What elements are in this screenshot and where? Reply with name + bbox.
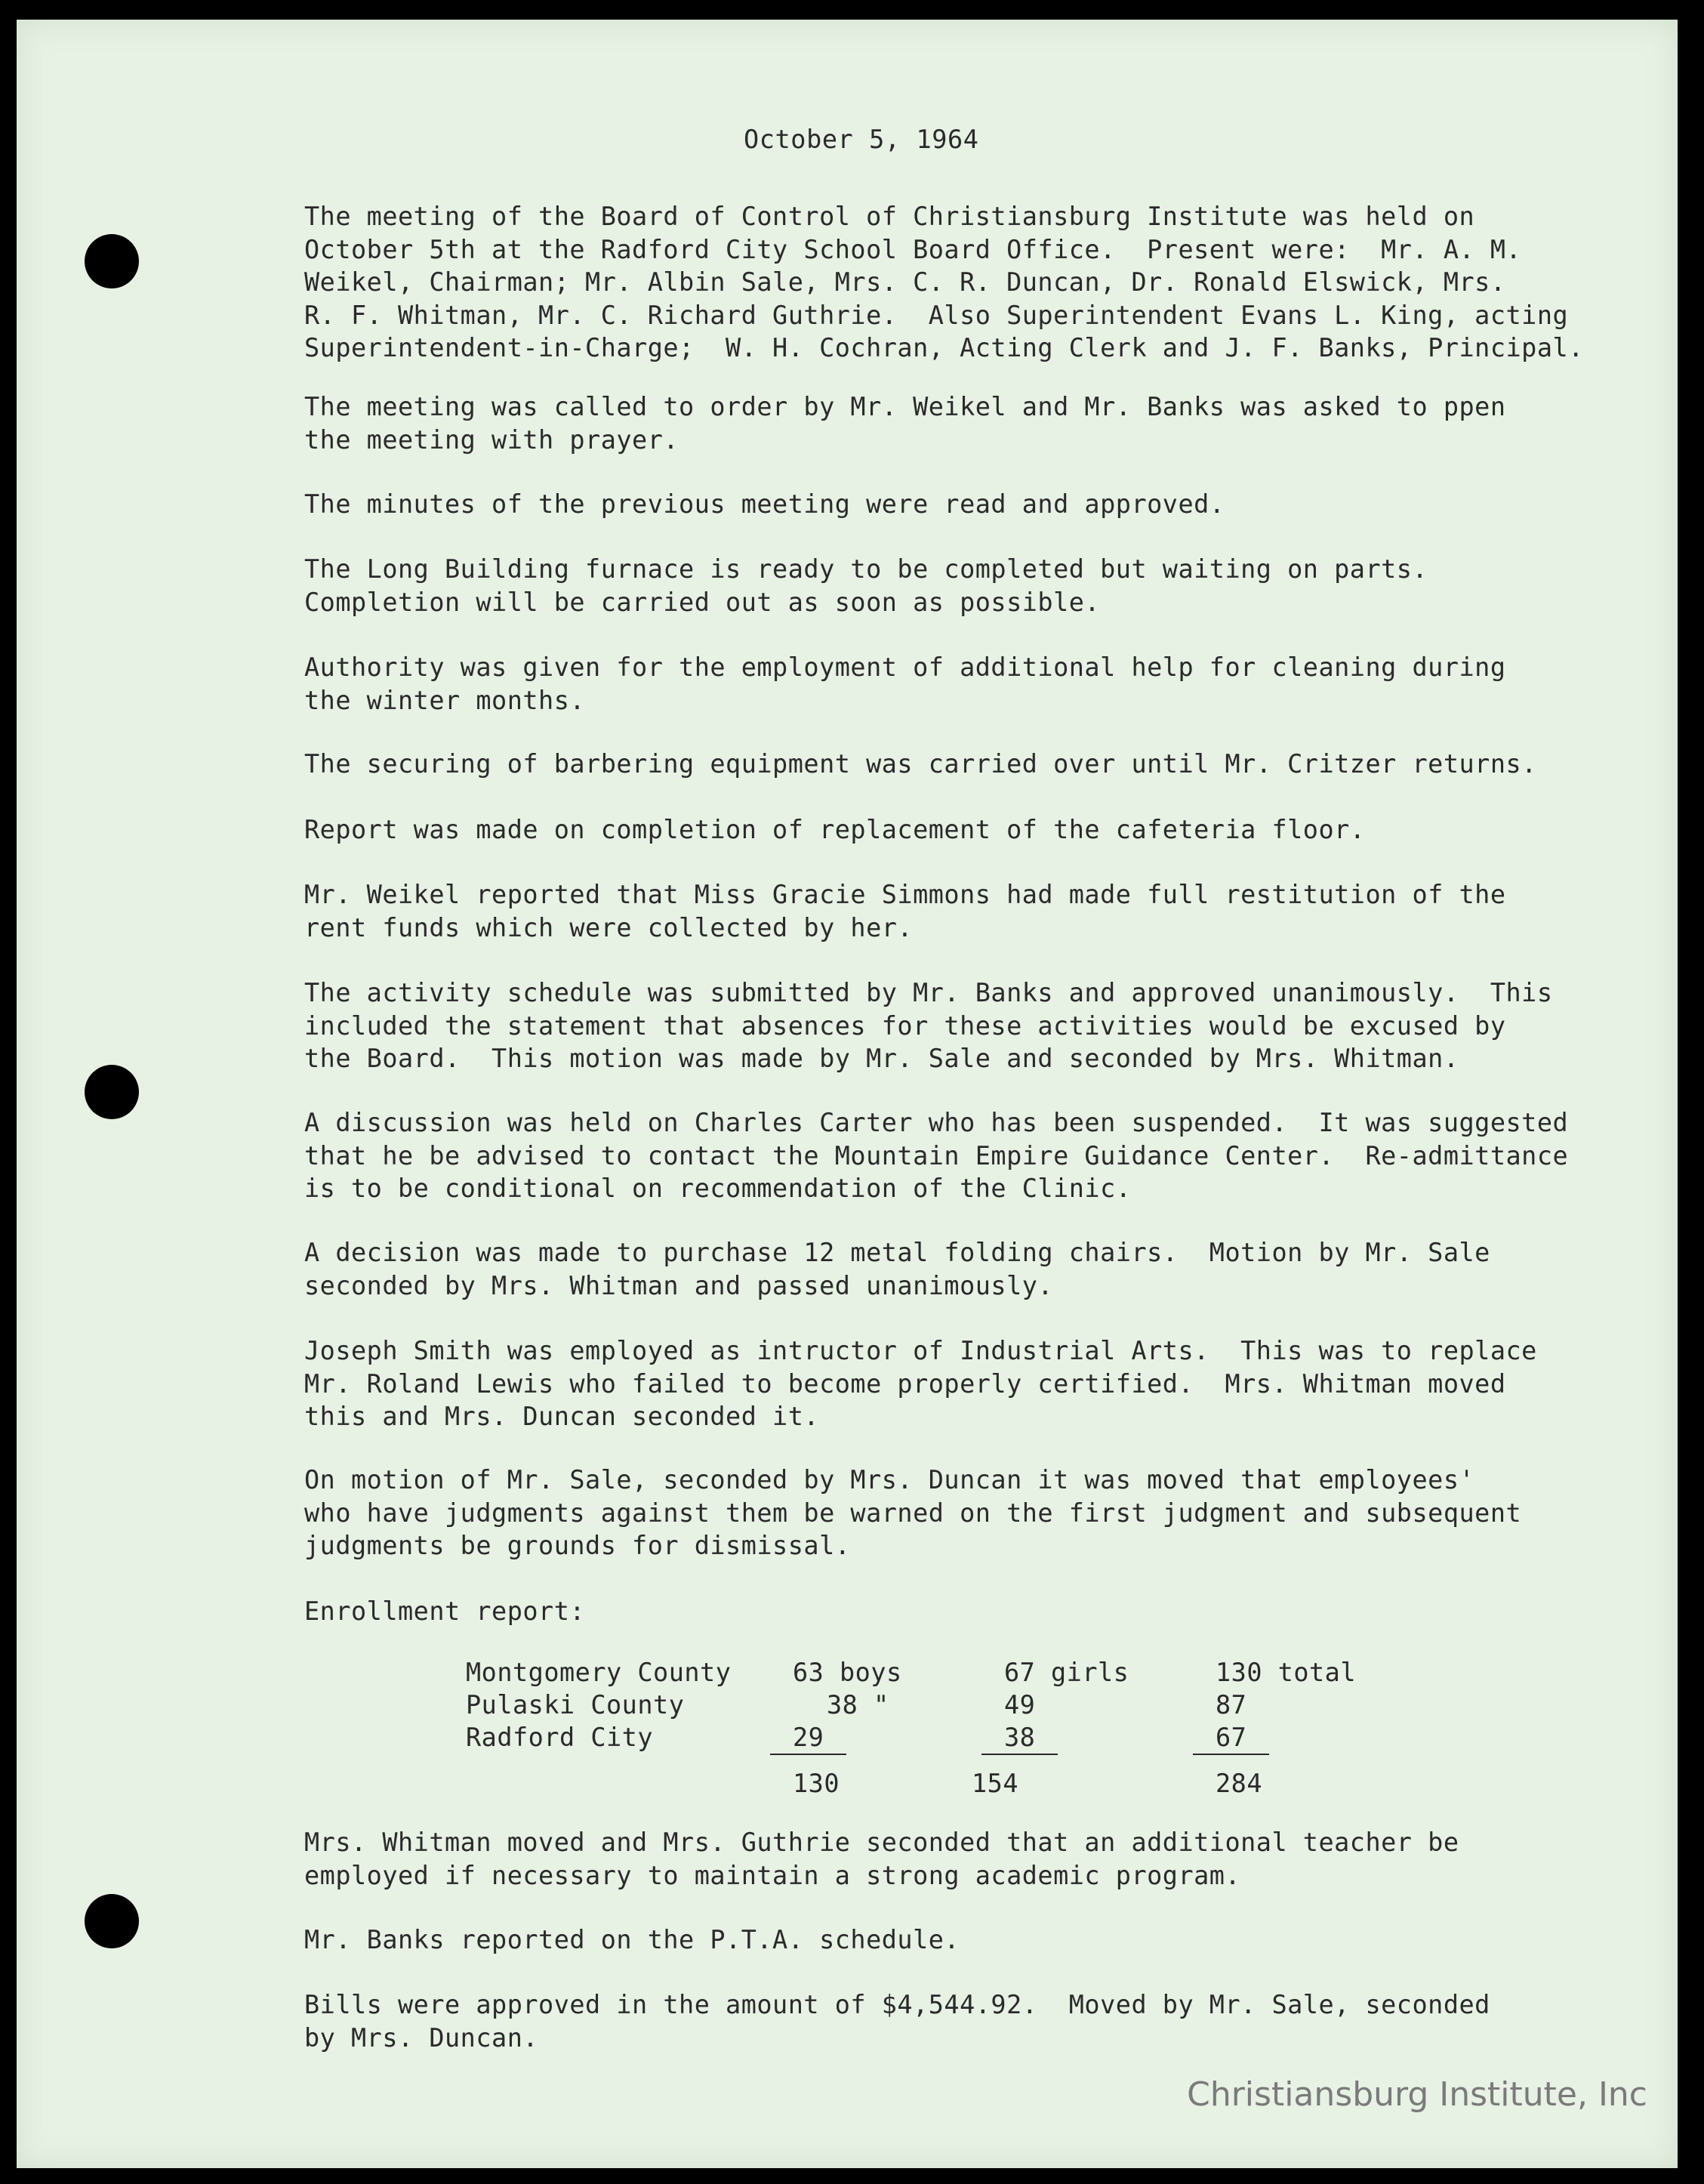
boys-total: 130 — [793, 1769, 840, 1798]
paragraph-line: included the statement that absences for these activities would be excused by — [304, 1010, 1506, 1041]
paragraph-line: Report was made on completion of replacement of the cafeteria floor. — [304, 815, 1366, 844]
paragraph-line: The Long Building furnace is ready to be completed but waiting on parts. — [304, 554, 1428, 584]
paragraph-line: Superintendent-in-Charge; W. H. Cochran, Acting Clerk and J. F. Banks, Principal. — [304, 333, 1584, 362]
total-count: 67 — [1193, 1723, 1269, 1755]
paragraph-line: October 5th at the Radford City School Board Office. Present were: Mr. A. M. — [304, 234, 1522, 264]
minutes-paragraph — [304, 1106, 1663, 1205]
girls-count: 49 — [1004, 1690, 1036, 1720]
closing-paragraph — [304, 1923, 1663, 1957]
total-count: 87 — [1216, 1690, 1247, 1720]
minutes-paragraph — [304, 1236, 1663, 1302]
paragraph-line: Mr. Banks reported on the P.T.A. schedule. — [304, 1925, 960, 1954]
closing-paragraph — [304, 1826, 1663, 1892]
minutes-paragraph — [304, 976, 1663, 1075]
paragraph-line: A discussion was held on Charles Carter who has been suspended. It was suggested — [304, 1108, 1569, 1137]
paragraph-line: employed if necessary to maintain a strong academic program. — [304, 1860, 1241, 1890]
minutes-paragraph — [304, 748, 1663, 781]
paragraph-line: The meeting was called to order by Mr. Weikel and Mr. Banks was asked to ppen — [304, 392, 1506, 421]
minutes-paragraph — [304, 553, 1663, 618]
punch-hole-middle — [85, 1065, 139, 1119]
minutes-paragraph — [304, 488, 1663, 521]
paragraph-line: Bills were approved in the amount of $4,544.92. Moved by Mr. Sale, seconded — [304, 1990, 1490, 2019]
paragraph-line: the winter months. — [304, 685, 586, 715]
paragraph-line: Weikel, Chairman; Mr. Albin Sale, Mrs. C. R. Duncan, Dr. Ronald Elswick, Mrs. — [304, 267, 1506, 297]
boys-count: 38 " — [827, 1690, 889, 1720]
minutes-paragraph — [304, 651, 1663, 717]
girls-total: 154 — [972, 1769, 1019, 1798]
paragraph-line: Mrs. Whitman moved and Mrs. Guthrie seconded that an additional teacher be — [304, 1828, 1459, 1857]
meeting-date: October 5, 1964 — [744, 125, 979, 154]
paragraph-line: The meeting of the Board of Control of Christiansburg Institute was held on — [304, 202, 1475, 231]
paragraph-line: is to be conditional on recommendation of the Clinic. — [304, 1174, 1132, 1203]
paragraph-line: The activity schedule was submitted by Mr. Banks and approved unanimously. This — [304, 978, 1553, 1007]
punch-hole-top — [85, 234, 139, 288]
paragraph-line: Completion will be carried out as soon as possible. — [304, 587, 1101, 617]
minutes-paragraph — [304, 813, 1663, 847]
paragraph-line: the meeting with prayer. — [304, 424, 679, 455]
county-name: Montgomery County — [466, 1658, 732, 1687]
closing-paragraph — [304, 1988, 1663, 2054]
paragraph-line: R. F. Whitman, Mr. C. Richard Guthrie. Also Superintendent Evans L. King, acting — [304, 300, 1569, 330]
paragraph-line: Enrollment report: — [304, 1596, 586, 1626]
grand-total: 284 — [1216, 1769, 1263, 1798]
total-count: 130 total — [1216, 1658, 1357, 1687]
paragraph-line: by Mrs. Duncan. — [304, 2022, 539, 2053]
county-name: Radford City — [466, 1723, 654, 1752]
paragraph-line: Authority was given for the employment of additional help for cleaning during — [304, 652, 1506, 682]
paragraph-line: On motion of Mr. Sale, seconded by Mrs. Duncan it was moved that employees' — [304, 1465, 1475, 1495]
punch-hole-bottom — [85, 1894, 139, 1948]
minutes-paragraph — [304, 1334, 1663, 1433]
paragraph-line: seconded by Mrs. Whitman and passed unanimously. — [304, 1270, 1054, 1300]
paragraph-line: who have judgments against them be warned on the first judgment and subsequent — [304, 1498, 1522, 1528]
paragraph-line: Joseph Smith was employed as intructor of Industrial Arts. This was to replace — [304, 1336, 1537, 1365]
boys-count: 63 boys — [793, 1658, 902, 1687]
girls-count: 67 girls — [1004, 1658, 1129, 1687]
paragraph-line: Mr. Weikel reported that Miss Gracie Simmons had made full restitution of the — [304, 880, 1506, 909]
paragraph-line: The securing of barbering equipment was carried over until Mr. Critzer returns. — [304, 749, 1537, 779]
watermark: Christiansburg Institute, Inc — [1187, 2075, 1647, 2114]
paragraph-line: The minutes of the previous meeting were read and approved. — [304, 489, 1225, 519]
paragraph-line: this and Mrs. Duncan seconded it. — [304, 1402, 820, 1431]
minutes-paragraph — [304, 1464, 1663, 1562]
boys-count: 29 — [770, 1723, 846, 1755]
paragraph-line: the Board. This motion was made by Mr. Sale and seconded by Mrs. Whitman. — [304, 1044, 1459, 1073]
paragraph-line: Mr. Roland Lewis who failed to become properly certified. Mrs. Whitman moved — [304, 1368, 1506, 1399]
minutes-paragraph — [304, 390, 1663, 456]
paragraph-line: judgments be grounds for dismissal. — [304, 1531, 851, 1560]
girls-count: 38 — [981, 1723, 1058, 1755]
county-name: Pulaski County — [466, 1690, 685, 1720]
paragraph-line: A decision was made to purchase 12 metal folding chairs. Motion by Mr. Sale — [304, 1238, 1490, 1267]
paragraph-line: rent funds which were collected by her. — [304, 912, 914, 942]
paragraph-line: that he be advised to contact the Mountain Empire Guidance Center. Re-admittance — [304, 1140, 1569, 1171]
minutes-paragraph — [304, 200, 1663, 365]
minutes-paragraph — [304, 1595, 1663, 1628]
minutes-paragraph — [304, 878, 1663, 944]
